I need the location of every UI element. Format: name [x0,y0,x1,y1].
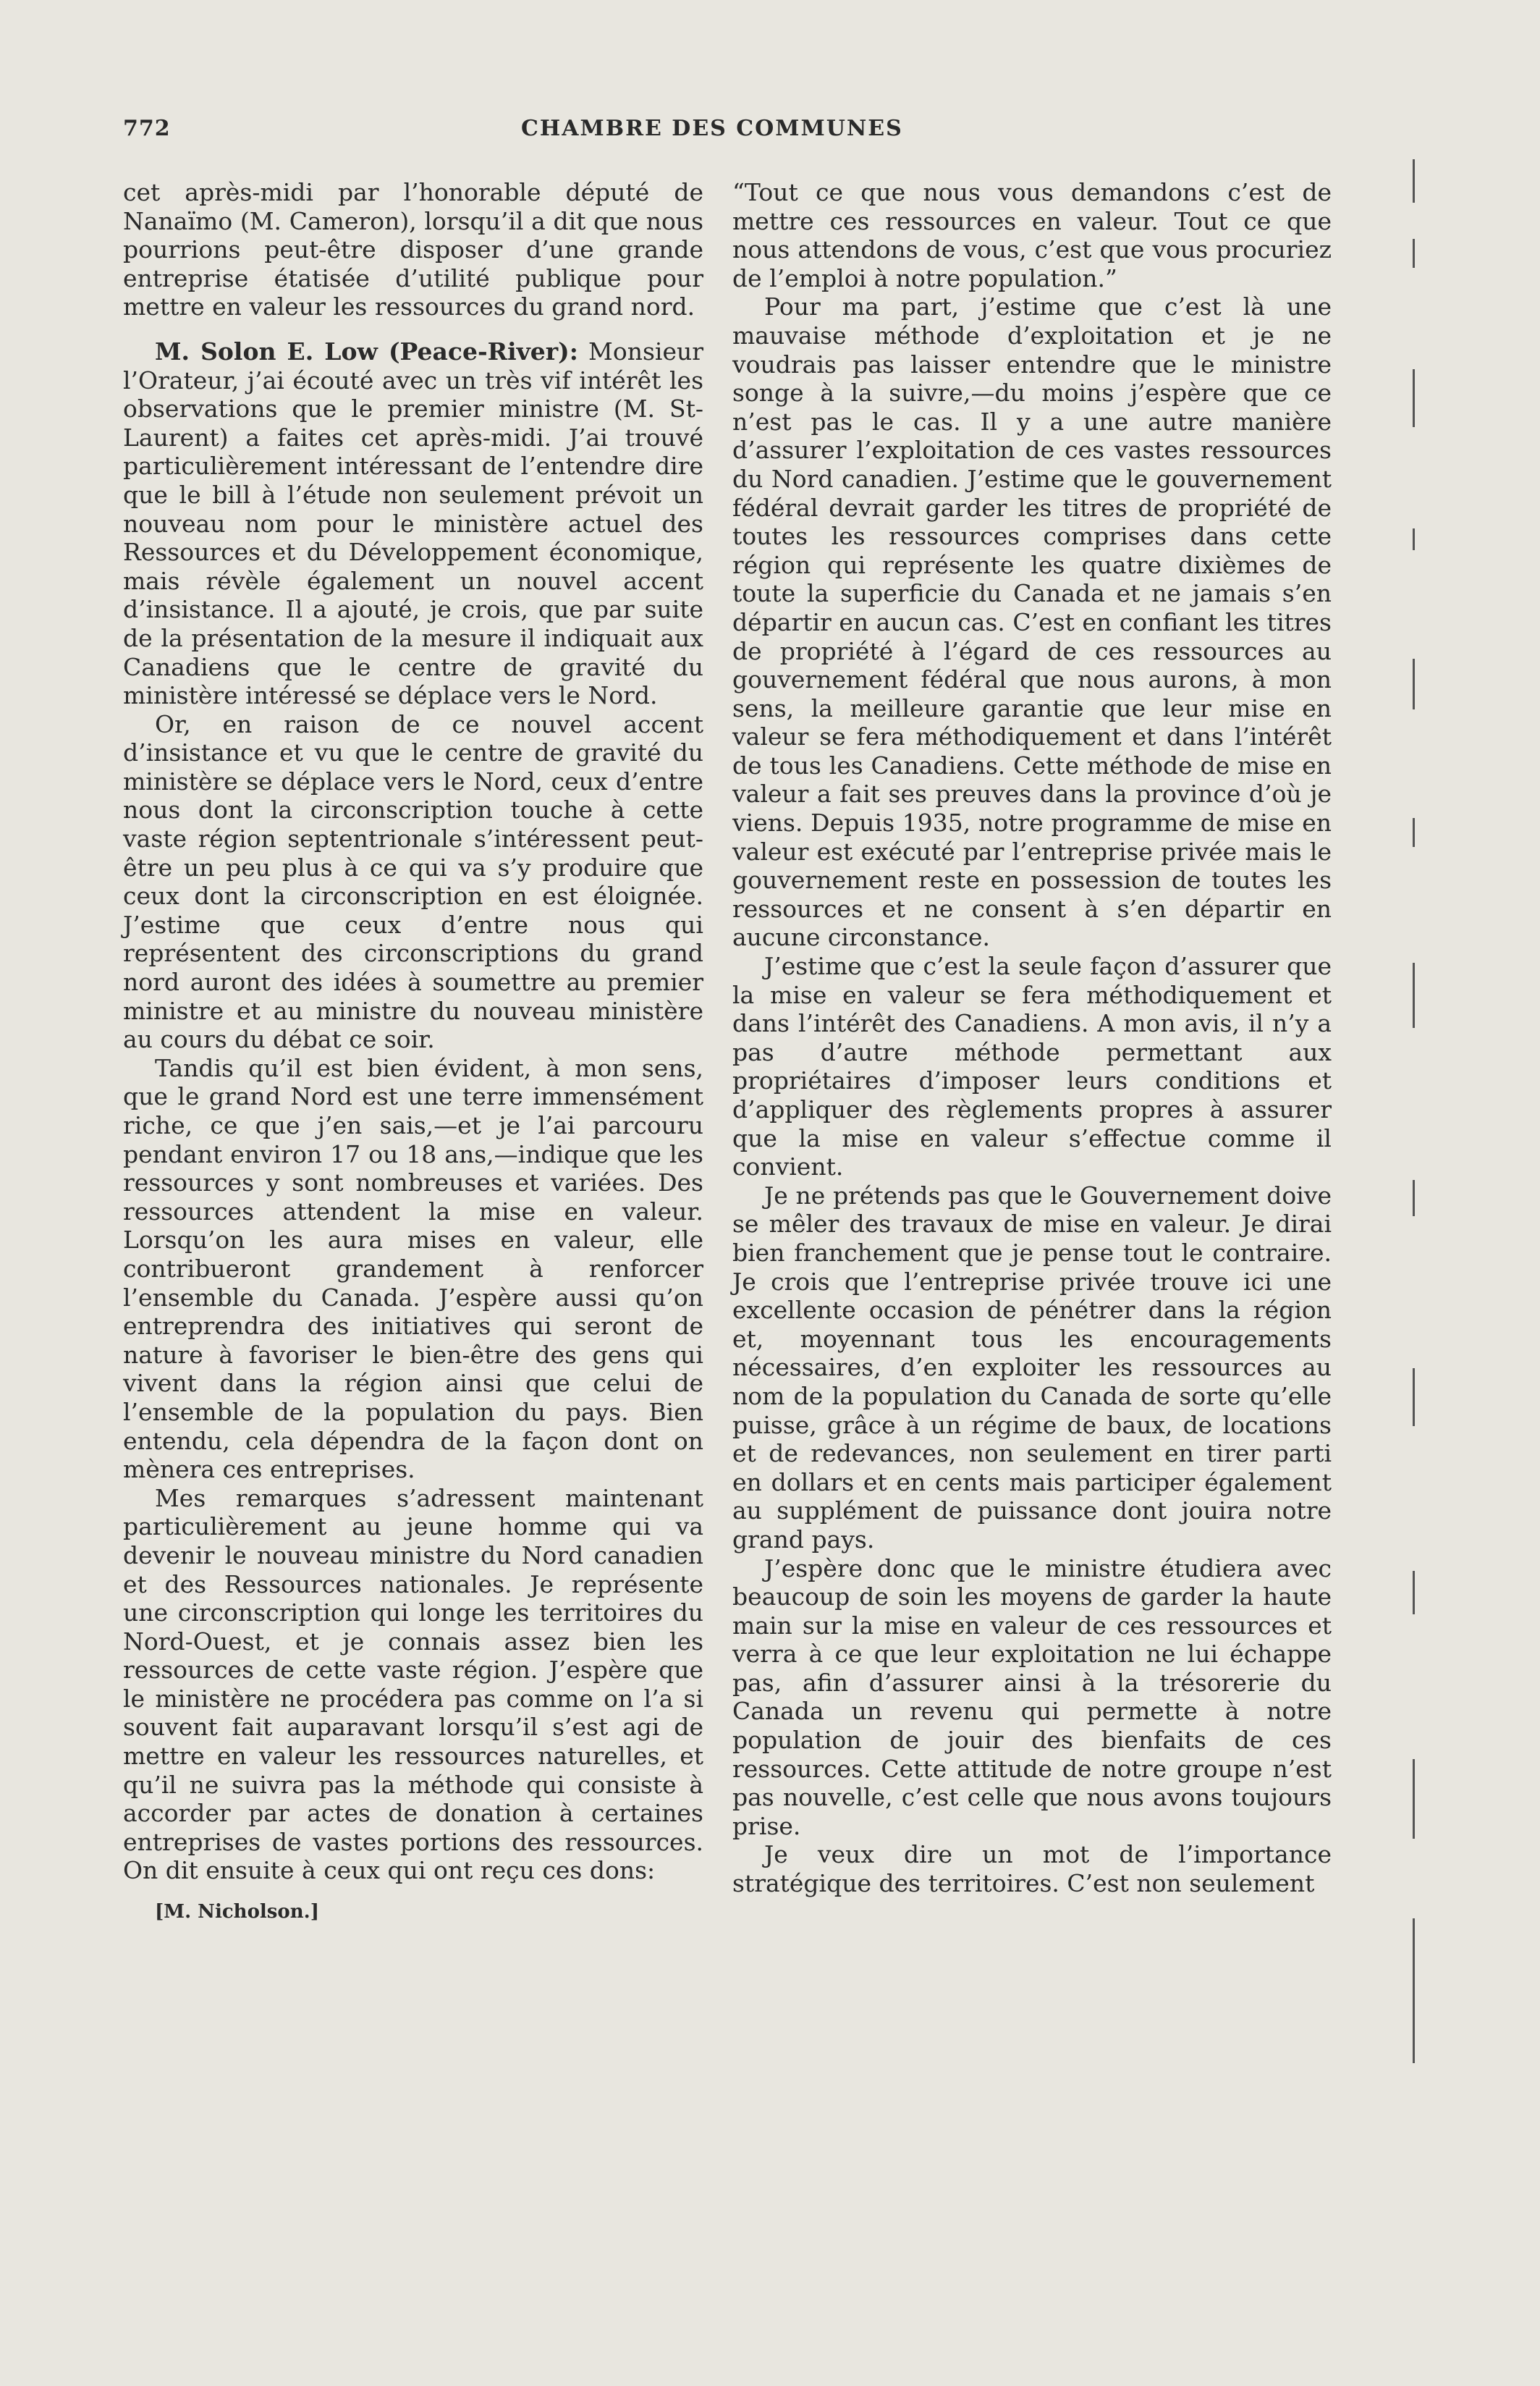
paragraph-text: Monsieur l’Orateur, j’ai écouté avec un très vif intérêt les observations que le premier ministre (M. St-Laurent) a faites cet après-midi. J’ai trouvé particulièrement intéressant de l’entendre dire que le bill à l’étude non seulement prévoit un nouveau nom pour le ministère actuel des Ressources et du Développement économique, mais révèle également un nouvel accent d’insistance. Il a ajouté, je crois, que par suite de la présentation de la mesure il indiquait aux Canadiens que le centre de gravité du ministère intéressé se déplace vers le Nord. [123,337,703,710]
edge-mark [1413,159,1415,203]
paragraph: Mes remarques s’adressent maintenant particulièrement au jeune homme qui va devenir le nouveau ministre du Nord canadien et des Ressources nationales. Je représente une circonscription qui longe les territoires du Nord-Ouest, et je connais assez bien les ressources de cette vaste région. J’espère que le ministère ne procédera pas comme on l’a si souvent fait auparavant lorsqu’il s’est agi de mettre en valeur les ressources naturelles, et qu’il ne suivra pas la méthode qui consiste à accorder par actes de donation à certaines entreprises de vastes portions des ressources. On dit ensuite à ceux qui ont reçu ces dons: [123,1483,703,1885]
edge-mark [1413,963,1415,1028]
paragraph: J’espère donc que le ministre étudiera avec beaucoup de soin les moyens de garder la haute main sur la mise en valeur de ces ressources et verra à ce que leur exploitation ne lui échappe pas, afin d’assurer ainsi à la trésorerie du Canada un revenu qui permette à notre population de jouir des bienfaits de ces ressources. Cette attitude de notre groupe n’est pas nouvelle, c’est celle que nous avons toujours prise. [732,1554,1332,1840]
edge-mark [1413,1571,1415,1614]
speaker-name: M. Solon E. Low (Peace-River): [155,337,578,366]
page-header [123,116,1404,148]
running-title: CHAMBRE DES COMMUNES [521,116,903,141]
paragraph [123,337,703,710]
edge-mark [1413,659,1415,709]
right-column [732,178,1332,1898]
binding-edge-marks [1413,152,1417,2063]
edge-mark [1413,818,1415,847]
paragraph: “Tout ce que nous vous demandons c’est de mettre ces ressources en valeur. Tout ce que nous attendons de vous, c’est que vous procuriez de l’emploi à notre population.” [732,178,1332,292]
edge-mark [1413,1180,1415,1216]
left-column [123,178,703,1923]
page-number: 772 [123,116,171,141]
edge-mark [1413,239,1415,268]
edge-mark [1413,1759,1415,1839]
paragraph: Pour ma part, j’estime que c’est là une mauvaise méthode d’exploitation et je ne voudrais pas laisser entendre que le ministre songe à la suivre,—du moins j’espère que ce n’est pas le cas. Il y a une autre manière d’assurer l’exploitation de ces vastes ressources du Nord canadien. J’estime que le gouvernement fédéral devrait garder les titres de propriété de toutes les ressources comprises dans cette région qui représente les quatre dixièmes de toute la superficie du Canada et ne jamais s’en départir en aucun cas. C’est en confiant les titres de propriété à l’égard de ces ressources au gouvernement fédéral que nous aurons, à mon sens, la meilleure garantie que leur mise en valeur se fera méthodiquement et dans l’intérêt de tous les Canadiens. Cette méthode de mise en valeur a fait ses preuves dans la province d’où je viens. Depuis 1935, notre programme de mise en valeur est exécuté par l’entreprise privée mais le gouvernement reste en possession de toutes les ressources et ne consent à s’en départir en aucune circonstance. [732,292,1332,952]
paragraph: Je veux dire un mot de l’importance stratégique des territoires. C’est non seulement [732,1840,1332,1898]
edge-mark [1413,369,1415,427]
edge-mark [1413,1918,1415,2063]
paragraph: J’estime que c’est la seule façon d’assurer que la mise en valeur se fera méthodiquement et dans l’intérêt des Canadiens. A mon avis, il n’y a pas d’autre méthode permettant aux propriétaires d’imposer leurs conditions et d’appliquer des règlements propres à assurer que la mise en valeur s’effectue comme il convient. [732,952,1332,1181]
edge-mark [1413,1368,1415,1426]
paragraph: Je ne prétends pas que le Gouvernement doive se mêler des travaux de mise en valeur. Je dirai bien franchement que je pense tout le contraire. Je crois que l’entreprise privée trouve ici une excellente occasion de pénétrer dans la région et, moyennant tous les encouragements nécessaires, d’en exploiter les ressources au nom de la population du Canada de sorte qu’elle puisse, grâce à un régime de baux, de locations et de redevances, non seulement en tirer parti en dollars et en cents mais participer également au supplément de puissance dont jouira notre grand pays. [732,1181,1332,1554]
paragraph: cet après-midi par l’honorable député de Nanaïmo (M. Cameron), lorsqu’il a dit que nous pourrions peut-être disposer d’une grande entreprise étatisée d’utilité publique pour mettre en valeur les ressources du grand nord. [123,178,703,321]
paragraph: Or, en raison de ce nouvel accent d’insistance et vu que le centre de gravité du ministère se déplace vers le Nord, ceux d’entre nous dont la circonscription touche à cette vaste région septentrionale s’intéressent peut-être un peu plus à ce qui va s’y produire que ceux dont la circonscription en est éloignée. J’estime que ceux d’entre nous qui représentent des circonscriptions du grand nord auront des idées à soumettre au premier ministre et au ministre du nouveau ministère au cours du débat ce soir. [123,709,703,1054]
speaker-attribution: [M. Nicholson.] [155,1901,320,1923]
paragraph: Tandis qu’il est bien évident, à mon sens, que le grand Nord est une terre immensément riche, ce que j’en sais,—et je l’ai parcouru pendant environ 17 ou 18 ans,—indique que les ressources y sont nombreuses et variées. Des ressources attendent la mise en valeur. Lorsqu’on les aura mises en valeur, elle contribueront grandement à renforcer l’ensemble du Canada. J’espère aussi qu’on entreprendra des initiatives qui seront de nature à favoriser le bien-être des gens qui vivent dans la région ainsi que celui de l’ensemble de la population du pays. Bien entendu, cela dépendra de la façon dont on mènera ces entreprises. [123,1053,703,1484]
edge-mark [1413,528,1415,550]
